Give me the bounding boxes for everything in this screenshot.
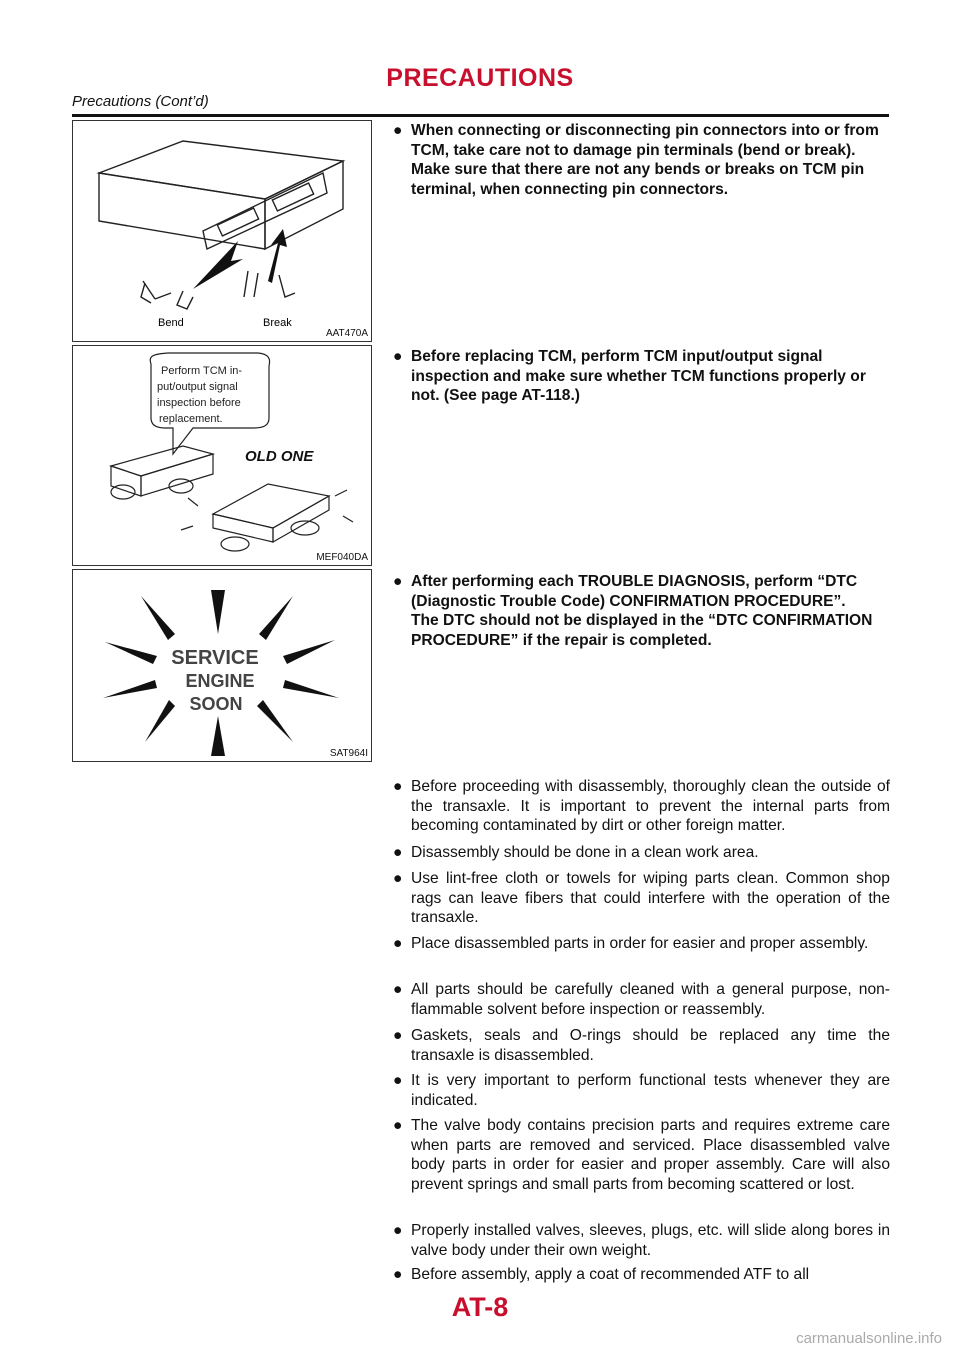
bullet-mark: ● — [393, 870, 403, 887]
bullet-mark: ● — [393, 778, 403, 795]
bold-item: ● After performing each TROUBLE DIAGNOSIS, perform “DTC (Diagnostic Trouble Code) CONFIRMATION PROCEDURE”. The DTC should not be displayed in the “DTC CONFIRMATION PROCEDURE” if the repair is completed. — [393, 573, 873, 649]
bullet-mark: ● — [393, 1222, 403, 1239]
bullet-mark: ● — [393, 1072, 403, 1089]
speech-line-1: Perform TCM in- — [161, 365, 243, 377]
bullet-mark: ● — [393, 1117, 403, 1134]
old-one-label: OLD ONE — [245, 448, 314, 465]
bold-item: ● Before replacing TCM, perform TCM input/output signal inspection and make sure whether TCM functions properly or not. (See page AT-118.) — [393, 348, 866, 405]
header-rule — [72, 114, 889, 117]
figure-tcm-pin-connectors — [72, 120, 372, 342]
list-item: ● Before assembly, apply a coat of recommended ATF to all — [393, 1266, 810, 1283]
bullet-mark: ● — [393, 573, 403, 590]
figure-code: MEF040DA — [316, 552, 368, 563]
service-engine-soon-lamp — [73, 570, 371, 761]
bend-label: Bend — [158, 317, 184, 329]
lamp-line-2: ENGINE — [185, 671, 255, 691]
page-title: PRECAUTIONS — [386, 64, 574, 92]
bullet-mark: ● — [393, 348, 403, 365]
list-item: ● Properly installed valves, sleeves, plugs, etc. will slide along bores in valve body under their own weight. — [393, 1222, 890, 1259]
bullet-mark: ● — [393, 981, 403, 998]
bullet-mark: ● — [393, 1027, 403, 1044]
lamp-line-3: SOON — [189, 694, 243, 714]
figure-code: AAT470A — [325, 328, 368, 339]
bullet-mark: ● — [393, 1266, 403, 1283]
figure-service-engine-soon — [72, 569, 372, 762]
tcm-replacement-cartoon — [73, 346, 371, 565]
watermark: carmanualsonline.info — [796, 1330, 942, 1347]
figure-code: SAT964I — [329, 748, 368, 759]
page-number: AT-8 — [451, 1292, 509, 1322]
list-item: ● All parts should be carefully cleaned with a general purpose, non-flammable solvent before inspection or reassembly. — [393, 981, 890, 1018]
speech-line-4: replacement. — [159, 413, 223, 425]
break-label: Break — [263, 317, 292, 329]
list-item: ● Place disassembled parts in order for easier and proper assembly. — [393, 935, 869, 952]
tcm-connector-illustration — [73, 121, 371, 341]
list-item: ● The valve body contains precision parts and requires extreme care when parts are removed and serviced. Place disassembled valve body parts in order for easier and proper assembly. Care will also prevent springs and small parts from becoming scattered or lost. — [393, 1117, 890, 1193]
speech-line-2: put/output signal — [157, 381, 238, 393]
speech-line-3: inspection before — [157, 397, 241, 409]
figure-replace-tcm — [72, 345, 372, 566]
page-subtitle: Precautions (Cont’d) — [72, 93, 209, 110]
bullet-mark: ● — [393, 122, 403, 139]
list-item: ● Use lint-free cloth or towels for wiping parts clean. Common shop rags can leave fibers that could interfere with the operation of the transaxle. — [393, 870, 890, 927]
bullet-mark: ● — [393, 844, 403, 861]
list-item: ● It is very important to perform functional tests whenever they are indicated. — [393, 1072, 890, 1109]
list-item: ● Disassembly should be done in a clean work area. — [393, 844, 759, 861]
bullet-mark: ● — [393, 935, 403, 952]
bold-item: ● When connecting or disconnecting pin connectors into or from TCM, take care not to damage pin terminals (bend or break). Make sure that there are not any bends or breaks on TCM pin terminal, when connecting pin connectors. — [393, 122, 879, 198]
lamp-line-1: SERVICE — [171, 647, 259, 669]
list-item: ● Gaskets, seals and O-rings should be replaced any time the transaxle is disassembled. — [393, 1027, 890, 1064]
list-item: ● Before proceeding with disassembly, thoroughly clean the outside of the transaxle. It is important to prevent the internal parts from becoming contaminated by dirt or other foreign matter. — [393, 778, 890, 835]
